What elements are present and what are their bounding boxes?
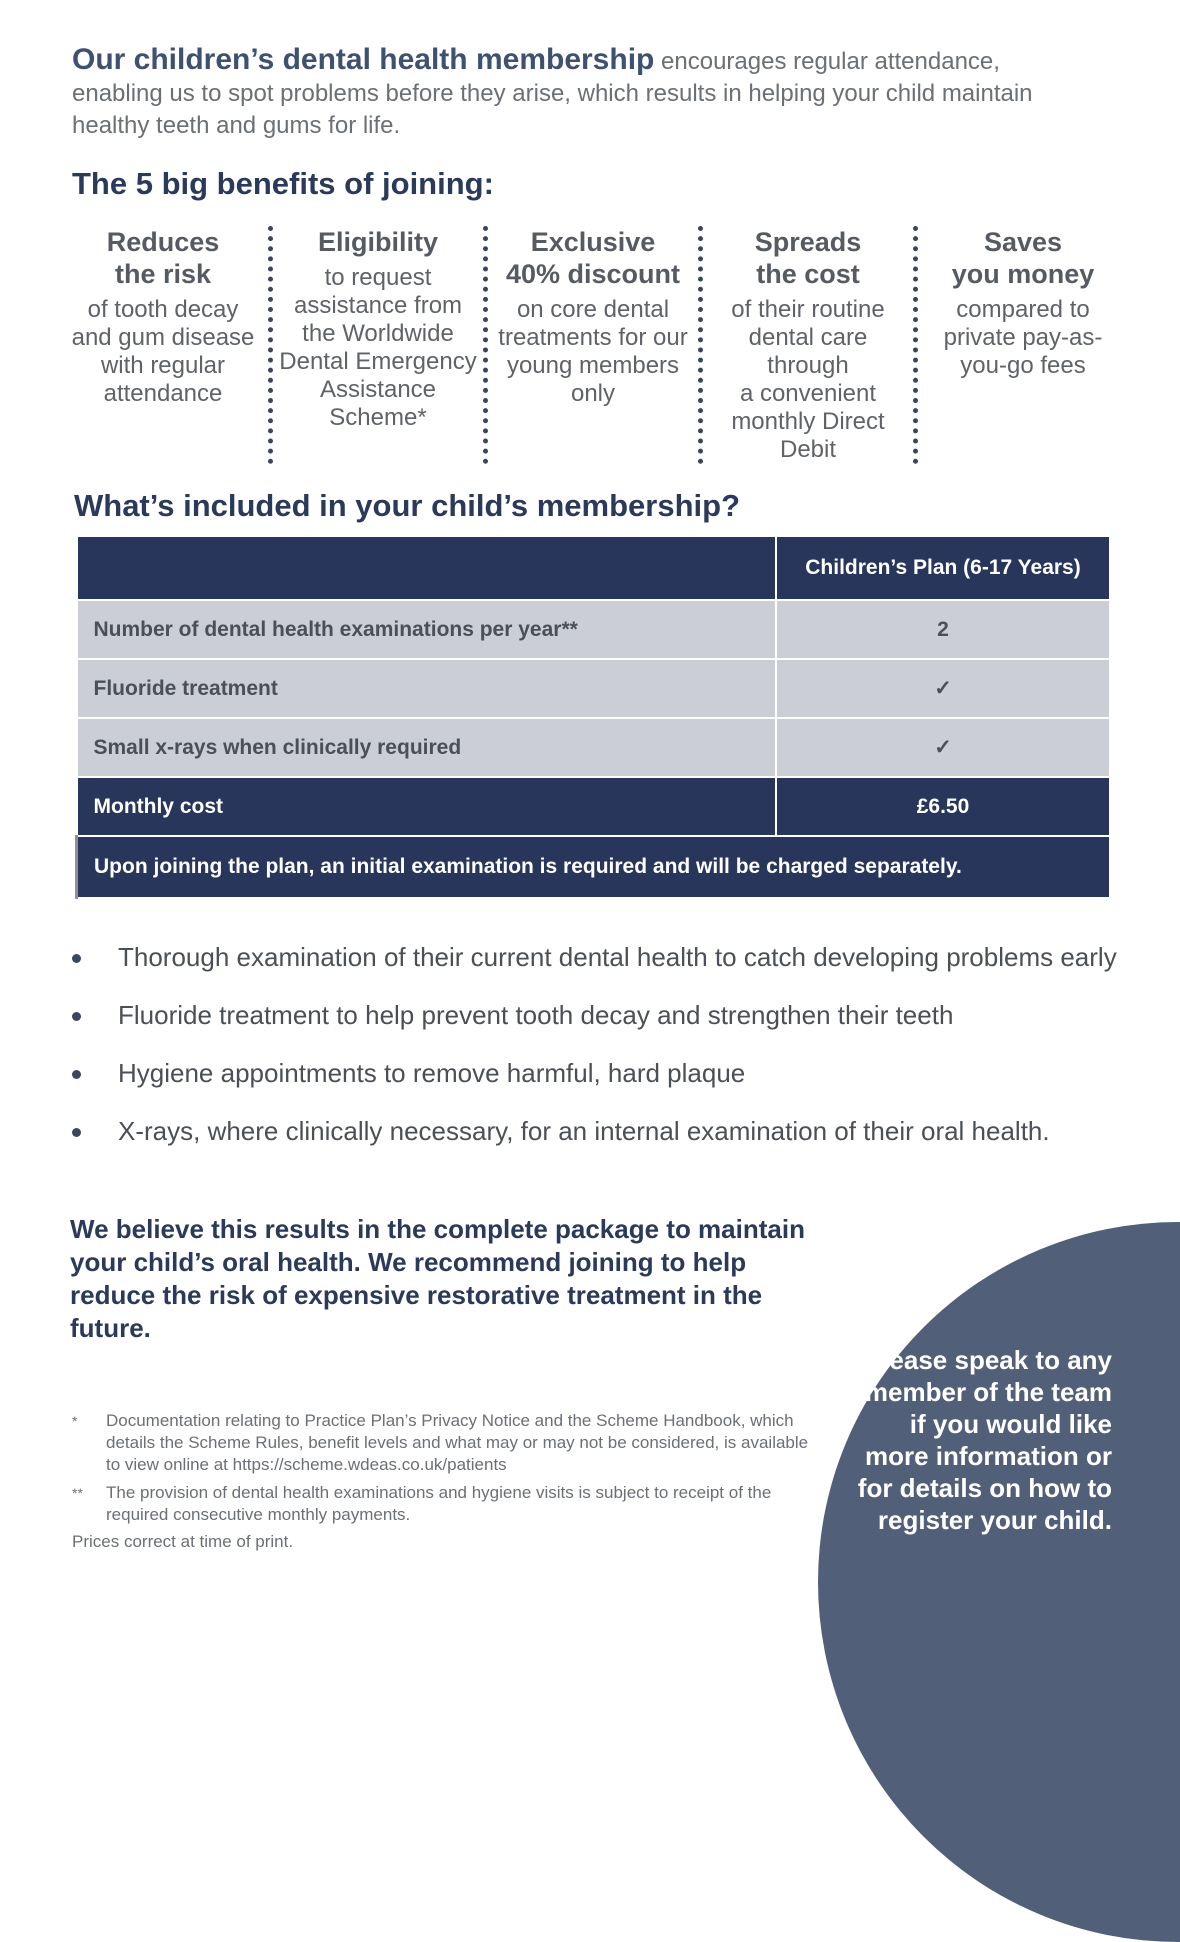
initial-exam-note-row xyxy=(77,836,1111,898)
closing-statement: We believe this results in the complete package to maintain your child’s oral health. We recommend joining to help reduce the risk of expensive restorative treatment in the future. xyxy=(70,1214,805,1343)
row-label: Small x-rays when clinically required xyxy=(77,718,777,777)
benefit-description: of their routine dental care through a convenient monthly Direct Debit xyxy=(731,296,885,463)
benefit-title: Eligibility xyxy=(317,227,438,257)
table-row xyxy=(77,600,1111,659)
checkmark-icon: ✓ xyxy=(776,718,1110,777)
initial-exam-note: Upon joining the plan, an initial examination is required and will be charged separately. xyxy=(77,836,1111,898)
benefit-eligibility xyxy=(273,226,488,464)
included-heading: What’s included in your child’s membership? xyxy=(74,488,741,523)
footnote-mark: * xyxy=(72,1413,78,1429)
benefit-exclusive-discount xyxy=(488,226,703,464)
footnote-text: Documentation relating to Practice Plan’s Privacy Notice and the Scheme Handbook, which details the Scheme Rules, benefit levels and what may or may not be considered, is available to view online at https://scheme.wdeas.co.uk/patients xyxy=(106,1411,809,1474)
table-header-blank xyxy=(77,536,777,600)
footnote-text: The provision of dental health examinations and hygiene visits is subject to receipt of the required consecutive monthly payments. xyxy=(106,1483,772,1524)
benefit-title: Exclusive 40% discount xyxy=(505,227,681,289)
row-label: Fluoride treatment xyxy=(77,659,777,718)
benefit-title: Saves you money xyxy=(951,227,1095,289)
prices-note: Prices correct at time of print. xyxy=(72,1532,294,1551)
benefit-title: Reduces the risk xyxy=(106,227,220,289)
table-row xyxy=(77,659,1111,718)
benefit-saves-money xyxy=(918,226,1128,464)
benefits-heading: The 5 big benefits of joining: xyxy=(72,166,494,201)
intro-lead: Our children’s dental health membership xyxy=(72,43,655,76)
benefit-spreads-cost xyxy=(703,226,918,464)
list-item: Fluoride treatment to help prevent tooth decay and strengthen their teeth xyxy=(68,998,1117,1056)
benefit-description: of tooth decay and gum disease with regular attendance xyxy=(71,296,255,407)
checkmark-icon: ✓ xyxy=(776,659,1110,718)
list-item: X-rays, where clinically necessary, for an internal examination of their oral health. xyxy=(68,1114,1117,1172)
table-row xyxy=(77,718,1111,777)
intro-text: encourages regular attendance, enabling us to spot problems before they arise, which results in helping your child maintain healthy teeth and gums for life. xyxy=(72,48,1033,139)
monthly-cost-label: Monthly cost xyxy=(77,777,777,836)
benefit-reduces-risk xyxy=(58,226,273,464)
benefit-description: to request assistance from the Worldwide Dental Emergency Assistance Scheme* xyxy=(279,264,477,431)
intro-paragraph xyxy=(72,44,1072,142)
monthly-cost-row xyxy=(77,777,1111,836)
benefit-description: on core dental treatments for our young members only xyxy=(498,296,688,407)
list-item: Hygiene appointments to remove harmful, hard plaque xyxy=(68,1056,1117,1114)
footnote-mark: ** xyxy=(72,1485,83,1501)
benefit-title: Spreads the cost xyxy=(754,227,862,289)
table-header-row xyxy=(77,536,1111,600)
list-item: Thorough examination of their current dental health to catch developing problems early xyxy=(68,940,1117,998)
cta-text: Please speak to any member of the team if you would like more information or for details on how to register your child. xyxy=(857,1345,1112,1535)
plan-column-header: Children’s Plan (6-17 Years) xyxy=(776,536,1110,600)
benefit-description: compared to private pay-as- you-go fees xyxy=(943,296,1103,379)
footnote xyxy=(72,1410,812,1476)
feature-list xyxy=(68,940,1117,1172)
membership-table xyxy=(75,535,1111,899)
row-value: 2 xyxy=(776,600,1110,659)
footnote xyxy=(72,1482,812,1526)
monthly-cost-value: £6.50 xyxy=(776,777,1110,836)
cta-circle xyxy=(818,1222,1180,1942)
row-label: Number of dental health examinations per year** xyxy=(77,600,777,659)
benefits-row xyxy=(58,226,1128,464)
footnotes xyxy=(72,1410,812,1532)
